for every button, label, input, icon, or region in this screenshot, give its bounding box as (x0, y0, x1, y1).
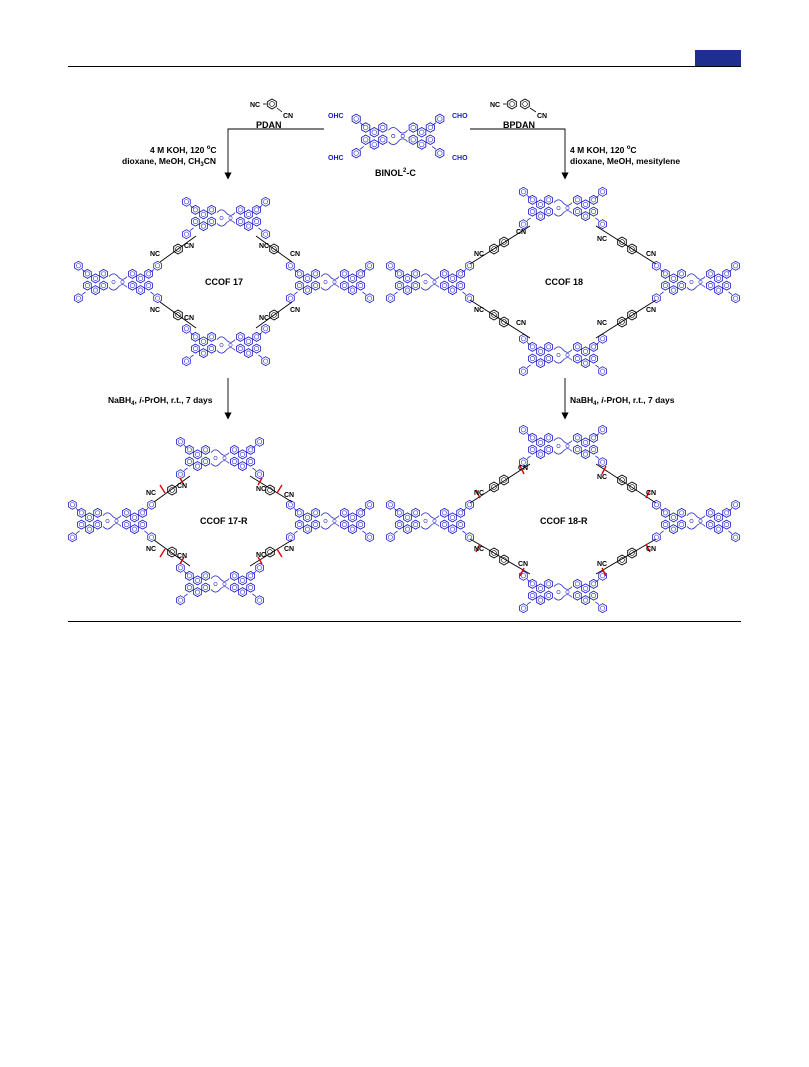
reduction-condition-right: NaBH$_4$, i-PrOH, r.t., 7 days (570, 395, 675, 407)
ccof17r-cn-3: CN (177, 553, 188, 560)
bpdan-structure (490, 99, 547, 130)
ccof18-cn-3: CN (516, 320, 527, 327)
binol-label: BINOL$^2$-C (375, 168, 416, 178)
ccof18-label: CCOF 18 (545, 277, 584, 287)
ccof17r-cn-2: CN (284, 492, 295, 499)
ccof17-nc-2: NC (259, 243, 270, 250)
ccof17r-cn-4: CN (284, 546, 295, 553)
ccof18-nc-2: NC (597, 236, 608, 243)
ccof18-cn-4: CN (646, 307, 657, 314)
ccof17-label: CCOF 17 (205, 277, 244, 287)
binol-2c-structure (328, 113, 468, 178)
ccof18-cn-2: CN (646, 251, 657, 258)
ccof18-nc-1: NC (474, 251, 485, 258)
condition-left-line1: 4 M KOH, 120 $^o$C (150, 145, 217, 155)
ccof18r-cn-2: CN (646, 490, 657, 497)
arrow-to-ccof18 (470, 129, 565, 176)
bpdan-cn-label: CN (537, 113, 548, 120)
ccof18r-nc-4: NC (597, 561, 608, 568)
ccof17r-nc-2: NC (256, 486, 267, 493)
ccof17r-nc-4: NC (256, 552, 267, 559)
binol-cho-left-label: OHC (328, 113, 344, 120)
ccof18r-nc-1: NC (474, 490, 485, 497)
ccof18r-nc-3: NC (474, 546, 485, 553)
condition-right-line2: dioxane, MeOH, mesitylene (570, 156, 681, 166)
binol-ohc-left-label: OHC (328, 155, 344, 162)
ccof17r-nc-1: NC (146, 490, 157, 497)
reduction-condition-left: NaBH$_4$, i-PrOH, r.t., 7 days (108, 395, 213, 407)
ccof18-cn-1: CN (516, 229, 527, 236)
bpdan-nc-label: NC (490, 102, 501, 109)
ccof17-nc-4: NC (259, 315, 270, 322)
arrow-to-ccof17 (228, 129, 324, 176)
ccof17-cn-3: CN (184, 315, 195, 322)
ccof18r-label: CCOF 18-R (540, 516, 588, 526)
ccof18r-cn-1: CN (518, 465, 529, 472)
ccof17r-label: CCOF 17-R (200, 516, 248, 526)
pdan-structure (250, 99, 293, 130)
bpdan-label: BPDAN (503, 120, 536, 130)
binol-cho-right-bottom-label: CHO (452, 155, 468, 162)
ccof18-nc-4: NC (597, 320, 608, 327)
ccof17-cn-1: CN (184, 243, 195, 250)
ccof18r-nc-2: NC (597, 474, 608, 481)
ccof17-nc-1: NC (150, 251, 161, 258)
ccof17r-cn-1: CN (177, 483, 188, 490)
footer-rule (68, 621, 741, 622)
ccof17-cn-2: CN (290, 251, 301, 258)
ccof18r-cn-3: CN (518, 561, 529, 568)
pdan-cn-label: CN (283, 113, 294, 120)
ccof17-nc-3: NC (150, 307, 161, 314)
pdan-label: PDAN (256, 120, 282, 130)
ccof18-nc-3: NC (474, 307, 485, 314)
binol-cho-right-label: CHO (452, 113, 468, 120)
pdan-nc-label: NC (250, 102, 261, 109)
ccof17-cn-4: CN (290, 307, 301, 314)
ccof17r-nc-3: NC (146, 546, 157, 553)
ccof18r-cn-4: CN (646, 546, 657, 553)
condition-right-line1: 4 M KOH, 120 $^o$C (570, 145, 637, 155)
condition-left-line2: dioxane, MeOH, $CH_3CN$ (122, 156, 217, 168)
